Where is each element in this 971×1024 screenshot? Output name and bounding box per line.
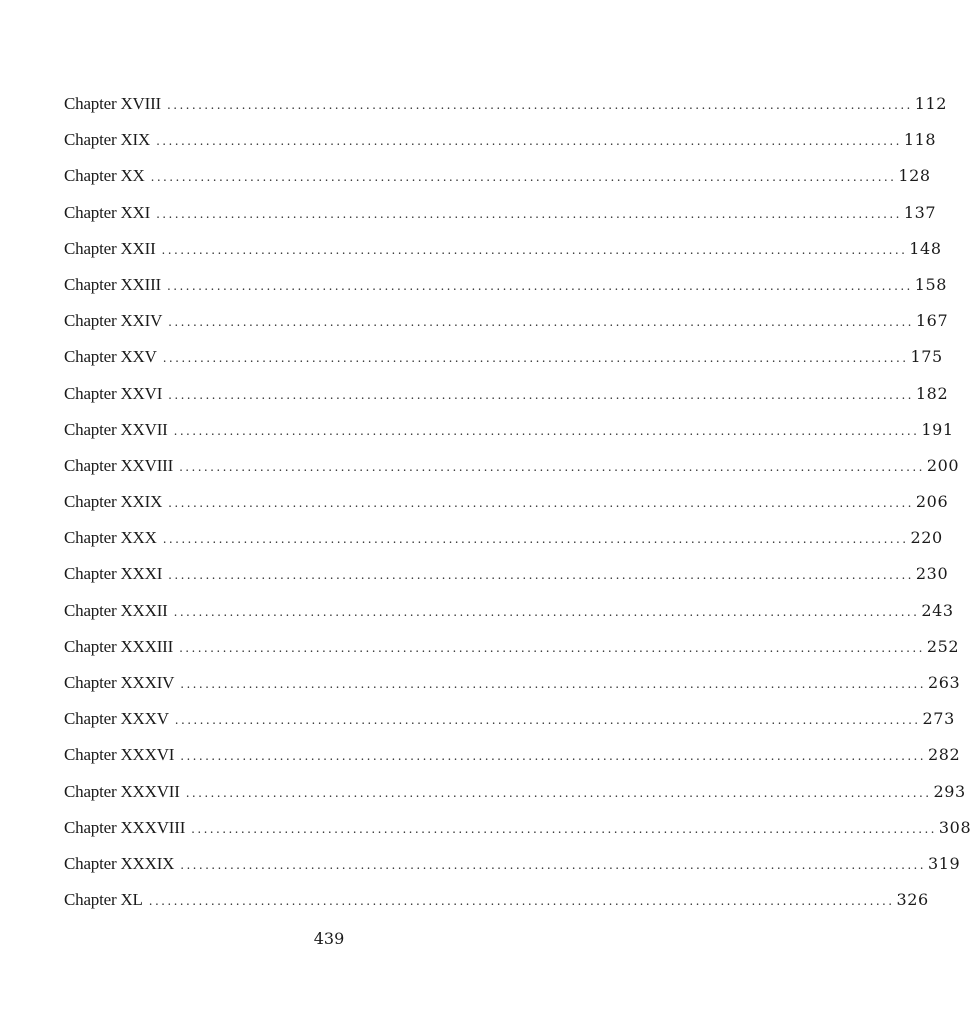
dot-leader: ........................................................................................................................ [156,134,902,149]
toc-entry [64,744,961,780]
chapter-page-number: 128 [898,166,931,186]
toc-entry [64,708,955,744]
chapter-title: Chapter XXXVIII [64,817,186,837]
chapter-page-number: 326 [896,890,929,910]
chapter-page-number: 243 [921,600,954,620]
chapter-title: Chapter XXXIX [64,853,175,873]
dot-leader: ........................................................................................................................ [168,568,914,583]
toc-entry [64,419,954,455]
dot-leader: ........................................................................................................................ [156,206,902,221]
dot-leader: ........................................................................................................................ [180,749,926,764]
chapter-page-number: 200 [926,455,960,475]
chapter-page-number: 230 [915,564,949,584]
chapter-title: Chapter XXV [64,347,157,367]
chapter-title: Chapter XXXI [64,564,163,584]
chapter-page-number: 273 [922,709,955,729]
dot-leader: ........................................................................................................................ [148,894,895,909]
dot-leader: ........................................................................................................................ [161,242,908,257]
chapter-title: Chapter XX [64,166,145,186]
chapter-title: Chapter XXIII [64,274,162,294]
dot-leader: ........................................................................................................................ [167,278,913,293]
dot-leader: ........................................................................................................................ [150,170,897,185]
chapter-page-number: 293 [933,781,966,801]
toc-entry [64,165,931,201]
chapter-page-number: 206 [915,492,949,512]
toc-entry [64,781,966,817]
toc-entry [64,383,949,419]
chapter-page-number: 112 [914,94,948,113]
chapter-page-number: 167 [915,311,949,331]
chapter-title: Chapter XXVII [64,419,168,439]
chapter-page-number: 282 [927,745,961,765]
chapter-title: Chapter XXIV [64,311,163,331]
dot-leader: ........................................................................................................................ [180,677,926,691]
toc-entry [64,129,937,165]
toc-entry [64,853,961,889]
toc-entry [64,238,942,274]
toc-entry [64,491,949,527]
chapter-page-number: 319 [927,853,961,873]
chapter-page-number: 263 [927,673,961,692]
dot-leader: ........................................................................................................................ [162,351,909,366]
dot-leader: ........................................................................................................................ [168,387,914,402]
page-footer-number: 439 [313,929,345,948]
chapter-title: Chapter XXXVII [64,781,180,801]
toc-entry [64,636,960,672]
chapter-title: Chapter XXII [64,238,156,258]
dot-leader: ........................................................................................................................ [174,713,921,728]
toc-entry [64,310,949,346]
toc-entry [64,455,960,491]
toc-entry [64,600,954,636]
chapter-title: Chapter XXXII [64,600,168,620]
chapter-title: Chapter XXVIII [64,455,174,475]
chapter-title: Chapter XXVI [64,383,163,403]
chapter-title: Chapter XXI [64,202,151,222]
chapter-page-number: 118 [903,130,937,150]
dot-leader: ........................................................................................................................ [168,315,914,330]
dot-leader: ........................................................................................................................ [168,496,914,511]
chapter-page-number: 175 [910,347,943,367]
chapter-page-number: 158 [914,274,948,294]
toc-entry [64,527,943,563]
chapter-page-number: 137 [903,202,937,222]
chapter-title: Chapter XXXIII [64,636,174,656]
toc-entry [64,563,949,599]
chapter-page-number: 148 [909,238,942,258]
toc-entry [64,274,948,310]
dot-leader: ........................................................................................................................ [179,640,925,655]
chapter-page-number: 308 [938,817,971,837]
dot-leader: ........................................................................................................................ [185,785,932,800]
toc-entry [64,889,929,925]
toc-entry [64,93,948,129]
chapter-title: Chapter XXXIV [64,673,175,692]
dot-leader: ........................................................................................................................ [162,532,909,547]
dot-leader: ........................................................................................................................ [179,459,925,474]
chapter-title: Chapter XVIII [64,94,162,113]
chapter-title: Chapter XXXV [64,709,169,729]
chapter-page-number: 220 [910,528,943,548]
toc-entry [64,346,943,382]
chapter-page-number: 191 [921,419,954,439]
chapter-title: Chapter XXXVI [64,745,175,765]
toc-entry [64,672,961,708]
toc-entry [64,817,971,853]
dot-leader: ........................................................................................................................ [173,423,920,438]
chapter-title: Chapter XXIX [64,492,163,512]
table-of-contents [64,93,971,925]
dot-leader: ........................................................................................................................ [167,98,913,112]
chapter-page-number: 182 [915,383,949,403]
dot-leader: ........................................................................................................................ [180,857,926,872]
toc-entry [64,202,937,238]
chapter-title: Chapter XIX [64,130,151,150]
chapter-page-number: 252 [926,636,960,656]
chapter-title: Chapter XXX [64,528,157,548]
dot-leader: ........................................................................................................................ [173,604,920,619]
chapter-title: Chapter XL [64,890,143,910]
dot-leader: ........................................................................................................................ [191,821,937,836]
